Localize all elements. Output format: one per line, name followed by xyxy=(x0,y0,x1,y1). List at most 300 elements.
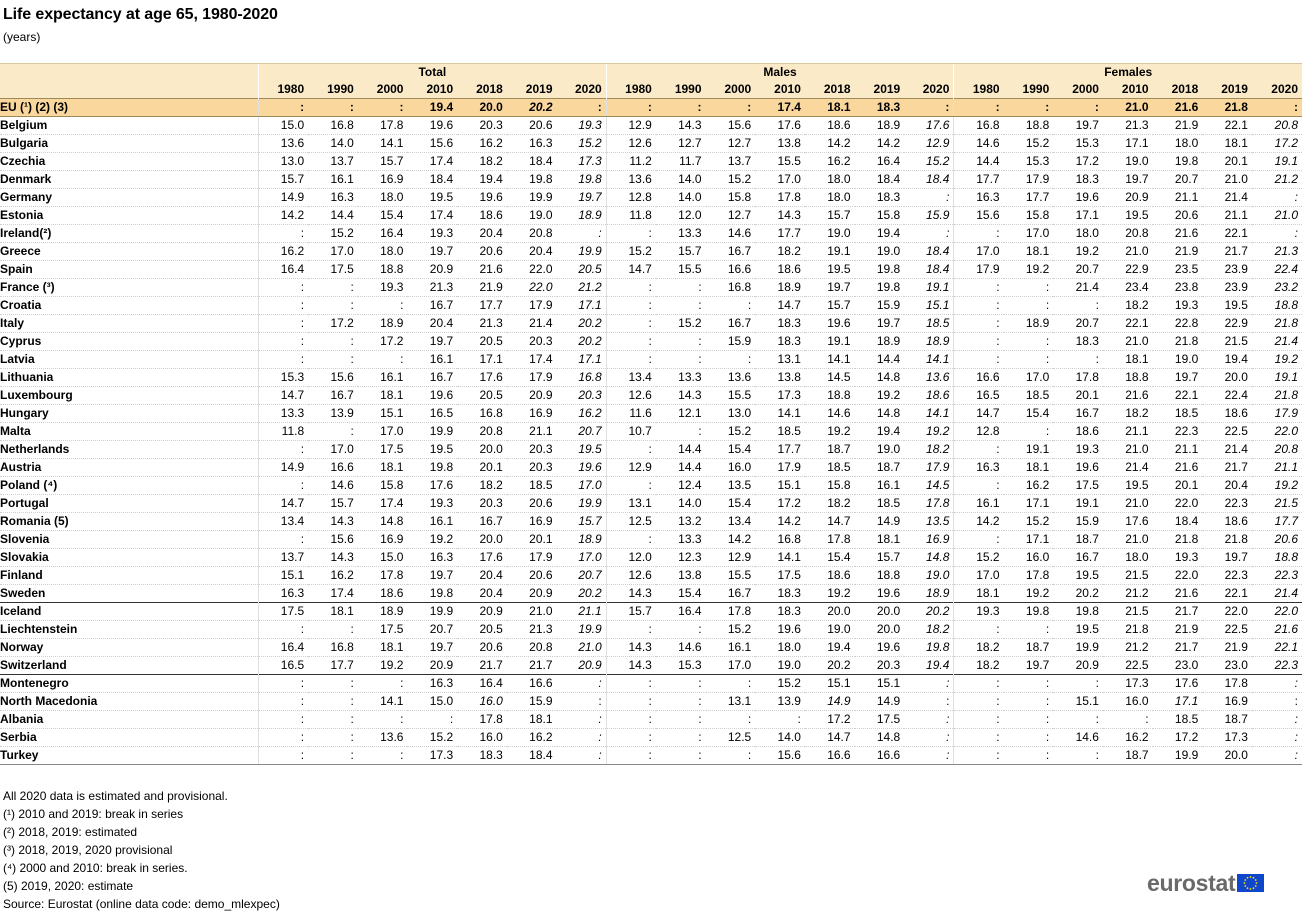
value-cell: 19.0 xyxy=(805,225,855,243)
footnotes xyxy=(3,787,280,913)
value-cell: 18.9 xyxy=(557,531,607,549)
country-name: Lithuania xyxy=(0,369,258,387)
value-cell: 20.5 xyxy=(457,621,507,639)
value-cell: : xyxy=(606,441,656,459)
value-cell: 14.0 xyxy=(656,189,706,207)
table-row xyxy=(0,135,1302,153)
value-cell: 16.9 xyxy=(358,171,408,189)
value-cell: 20.8 xyxy=(1252,117,1302,135)
value-cell: 14.1 xyxy=(904,351,954,369)
value-cell: 13.5 xyxy=(904,513,954,531)
value-cell: : xyxy=(954,531,1004,549)
value-cell: 16.7 xyxy=(407,369,457,387)
country-name: Albania xyxy=(0,711,258,729)
value-cell: 17.9 xyxy=(954,261,1004,279)
value-cell: 16.3 xyxy=(407,675,457,693)
value-cell: 19.7 xyxy=(1053,117,1103,135)
value-cell: 21.1 xyxy=(1153,189,1203,207)
footnote-line: (²) 2018, 2019: estimated xyxy=(3,825,138,839)
value-cell: : xyxy=(258,225,308,243)
value-cell: 21.0 xyxy=(1103,99,1153,117)
value-cell: 14.9 xyxy=(855,693,905,711)
value-cell: 17.2 xyxy=(308,315,358,333)
value-cell: 20.0 xyxy=(457,531,507,549)
country-name: Liechtenstein xyxy=(0,621,258,639)
value-cell: 17.4 xyxy=(407,207,457,225)
year-header: 2010 xyxy=(1103,81,1153,99)
value-cell: 20.8 xyxy=(507,225,557,243)
value-cell: 20.9 xyxy=(407,657,457,675)
value-cell: 15.8 xyxy=(805,477,855,495)
value-cell: 17.4 xyxy=(358,495,408,513)
table-row xyxy=(0,639,1302,657)
value-cell: 13.1 xyxy=(755,351,805,369)
value-cell: 16.9 xyxy=(507,405,557,423)
value-cell: 18.0 xyxy=(1103,549,1153,567)
value-cell: 18.9 xyxy=(855,333,905,351)
value-cell: 17.0 xyxy=(1004,369,1054,387)
value-cell: 14.2 xyxy=(805,135,855,153)
group-header-row xyxy=(0,64,1302,82)
value-cell: 14.0 xyxy=(308,135,358,153)
value-cell: 11.8 xyxy=(606,207,656,225)
value-cell: 19.0 xyxy=(507,207,557,225)
value-cell: 16.7 xyxy=(457,513,507,531)
year-header: 2020 xyxy=(557,81,607,99)
value-cell: 15.2 xyxy=(407,729,457,747)
value-cell: 17.0 xyxy=(557,477,607,495)
value-cell: 18.3 xyxy=(1053,171,1103,189)
value-cell: : xyxy=(308,297,358,315)
value-cell: 13.4 xyxy=(706,513,756,531)
value-cell: : xyxy=(1004,675,1054,693)
value-cell: 20.2 xyxy=(507,99,557,117)
value-cell: 18.9 xyxy=(557,207,607,225)
value-cell: 18.2 xyxy=(457,153,507,171)
value-cell: 18.1 xyxy=(507,711,557,729)
value-cell: 22.3 xyxy=(1252,657,1302,675)
value-cell: 19.9 xyxy=(407,423,457,441)
value-cell: 22.0 xyxy=(1252,603,1302,621)
country-name: Belgium xyxy=(0,117,258,135)
value-cell: 19.7 xyxy=(1004,657,1054,675)
value-cell: 15.2 xyxy=(904,153,954,171)
value-cell: 15.8 xyxy=(1004,207,1054,225)
value-cell: 21.5 xyxy=(1103,567,1153,585)
country-name: Luxembourg xyxy=(0,387,258,405)
value-cell: 18.8 xyxy=(805,387,855,405)
value-cell: 20.0 xyxy=(855,603,905,621)
value-cell: 18.1 xyxy=(358,387,408,405)
value-cell: : xyxy=(606,693,656,711)
value-cell: : xyxy=(606,315,656,333)
value-cell: 21.0 xyxy=(1202,171,1252,189)
value-cell: 18.5 xyxy=(1004,387,1054,405)
footnote-line: (¹) 2010 and 2019: break in series xyxy=(3,807,184,821)
value-cell: 14.1 xyxy=(358,693,408,711)
value-cell: 19.4 xyxy=(855,423,905,441)
value-cell: 21.9 xyxy=(1153,621,1203,639)
value-cell: 18.1 xyxy=(358,459,408,477)
flag-star xyxy=(1247,887,1249,889)
value-cell: 19.5 xyxy=(1103,477,1153,495)
country-name: Malta xyxy=(0,423,258,441)
table-row xyxy=(0,243,1302,261)
country-name: Denmark xyxy=(0,171,258,189)
value-cell: : xyxy=(656,675,706,693)
value-cell: 22.3 xyxy=(1202,495,1252,513)
value-cell: 18.1 xyxy=(805,99,855,117)
value-cell: 16.9 xyxy=(507,513,557,531)
country-name: Finland xyxy=(0,567,258,585)
value-cell: 14.6 xyxy=(1053,729,1103,747)
value-cell: 13.4 xyxy=(258,513,308,531)
value-cell: : xyxy=(1004,423,1054,441)
value-cell: 18.4 xyxy=(507,153,557,171)
value-cell: 12.0 xyxy=(656,207,706,225)
value-cell: 14.4 xyxy=(855,351,905,369)
value-cell: 19.4 xyxy=(904,657,954,675)
value-cell: 15.4 xyxy=(1004,405,1054,423)
value-cell: : xyxy=(904,225,954,243)
value-cell: 18.8 xyxy=(358,261,408,279)
value-cell: 22.1 xyxy=(1202,225,1252,243)
value-cell: 17.7 xyxy=(755,225,805,243)
value-cell: 16.5 xyxy=(954,387,1004,405)
value-cell: 19.9 xyxy=(507,189,557,207)
value-cell: : xyxy=(258,621,308,639)
value-cell: 14.6 xyxy=(706,225,756,243)
value-cell: 18.4 xyxy=(407,171,457,189)
value-cell: 17.9 xyxy=(904,459,954,477)
value-cell: 17.6 xyxy=(457,549,507,567)
value-cell: 21.1 xyxy=(557,603,607,621)
value-cell: 19.1 xyxy=(805,243,855,261)
value-cell: : xyxy=(258,333,308,351)
value-cell: 21.6 xyxy=(457,261,507,279)
value-cell: 16.4 xyxy=(855,153,905,171)
value-cell: : xyxy=(706,99,756,117)
value-cell: 21.8 xyxy=(1202,531,1252,549)
value-cell: : xyxy=(1004,99,1054,117)
value-cell: 20.3 xyxy=(507,441,557,459)
value-cell: 18.1 xyxy=(1103,351,1153,369)
value-cell: 20.6 xyxy=(1252,531,1302,549)
value-cell: : xyxy=(1103,711,1153,729)
value-cell: 15.2 xyxy=(557,135,607,153)
value-cell: 20.6 xyxy=(1153,207,1203,225)
value-cell: 18.0 xyxy=(1053,225,1103,243)
value-cell: 14.3 xyxy=(308,549,358,567)
value-cell: 15.7 xyxy=(308,495,358,513)
value-cell: 19.1 xyxy=(1053,495,1103,513)
value-cell: 18.1 xyxy=(1004,459,1054,477)
value-cell: 21.6 xyxy=(1252,621,1302,639)
value-cell: 20.3 xyxy=(457,495,507,513)
value-cell: 22.1 xyxy=(1252,639,1302,657)
value-cell: 19.9 xyxy=(1153,747,1203,765)
value-cell: 20.9 xyxy=(557,657,607,675)
value-cell: 18.9 xyxy=(1004,315,1054,333)
value-cell: 15.6 xyxy=(308,531,358,549)
value-cell: : xyxy=(258,351,308,369)
flag-star xyxy=(1253,877,1255,879)
value-cell: 18.4 xyxy=(904,261,954,279)
value-cell: 11.2 xyxy=(606,153,656,171)
table-row xyxy=(0,513,1302,531)
country-name: Spain xyxy=(0,261,258,279)
value-cell: 15.3 xyxy=(1053,135,1103,153)
value-cell: 15.0 xyxy=(358,549,408,567)
value-cell: 17.5 xyxy=(855,711,905,729)
value-cell: 17.6 xyxy=(1103,513,1153,531)
value-cell: 21.5 xyxy=(1202,333,1252,351)
value-cell: : xyxy=(258,441,308,459)
value-cell: : xyxy=(954,711,1004,729)
value-cell: 21.7 xyxy=(1202,243,1252,261)
value-cell: 17.1 xyxy=(1153,693,1203,711)
value-cell: 20.8 xyxy=(1252,441,1302,459)
value-cell: 20.1 xyxy=(1153,477,1203,495)
table-row xyxy=(0,477,1302,495)
value-cell: 21.7 xyxy=(1153,639,1203,657)
value-cell: 15.8 xyxy=(358,477,408,495)
value-cell: 15.2 xyxy=(706,423,756,441)
value-cell: 18.6 xyxy=(904,387,954,405)
value-cell: 19.0 xyxy=(855,441,905,459)
value-cell: 18.2 xyxy=(1103,297,1153,315)
value-cell: 20.0 xyxy=(457,99,507,117)
value-cell: : xyxy=(606,351,656,369)
footnote-line: (⁴) 2000 and 2010: break in series. xyxy=(3,861,188,875)
value-cell: 15.3 xyxy=(656,657,706,675)
value-cell: 19.6 xyxy=(457,189,507,207)
country-name: Montenegro xyxy=(0,675,258,693)
value-cell: 17.9 xyxy=(507,549,557,567)
value-cell: 22.5 xyxy=(1103,657,1153,675)
table-row xyxy=(0,585,1302,603)
value-cell: 21.2 xyxy=(557,279,607,297)
value-cell: 17.0 xyxy=(308,243,358,261)
value-cell: : xyxy=(1053,675,1103,693)
value-cell: 12.9 xyxy=(706,549,756,567)
value-cell: : xyxy=(1004,711,1054,729)
value-cell: 17.0 xyxy=(358,423,408,441)
value-cell: 18.0 xyxy=(805,171,855,189)
country-name: Croatia xyxy=(0,297,258,315)
value-cell: 22.3 xyxy=(1202,567,1252,585)
year-header: 1980 xyxy=(258,81,308,99)
value-cell: 23.2 xyxy=(1252,279,1302,297)
value-cell: 18.7 xyxy=(1053,531,1103,549)
value-cell: 10.7 xyxy=(606,423,656,441)
value-cell: : xyxy=(656,279,706,297)
country-name: Slovenia xyxy=(0,531,258,549)
value-cell: : xyxy=(904,693,954,711)
footnote-line: (³) 2018, 2019, 2020 provisional xyxy=(3,843,173,857)
value-cell: 21.9 xyxy=(457,279,507,297)
year-header: 1990 xyxy=(656,81,706,99)
value-cell: 12.8 xyxy=(954,423,1004,441)
table-row xyxy=(0,171,1302,189)
value-cell: 14.6 xyxy=(805,405,855,423)
value-cell: 15.7 xyxy=(805,297,855,315)
country-name: Austria xyxy=(0,459,258,477)
value-cell: 19.5 xyxy=(407,189,457,207)
value-cell: 19.6 xyxy=(755,621,805,639)
table-row xyxy=(0,351,1302,369)
value-cell: 21.3 xyxy=(1103,117,1153,135)
value-cell: 15.4 xyxy=(706,495,756,513)
value-cell: 16.8 xyxy=(308,639,358,657)
table-row xyxy=(0,567,1302,585)
value-cell: 19.9 xyxy=(1053,639,1103,657)
value-cell: 20.3 xyxy=(507,459,557,477)
value-cell: 14.8 xyxy=(855,369,905,387)
country-name: Germany xyxy=(0,189,258,207)
value-cell: 21.0 xyxy=(1252,207,1302,225)
value-cell: 19.8 xyxy=(407,459,457,477)
country-name: Cyprus xyxy=(0,333,258,351)
value-cell: : xyxy=(954,477,1004,495)
value-cell: 18.4 xyxy=(1153,513,1203,531)
value-cell: 13.4 xyxy=(606,369,656,387)
value-cell: 19.3 xyxy=(407,225,457,243)
value-cell: 17.8 xyxy=(706,603,756,621)
value-cell: 16.9 xyxy=(1202,693,1252,711)
value-cell: 18.0 xyxy=(1153,135,1203,153)
value-cell: 18.2 xyxy=(954,657,1004,675)
value-cell: 14.9 xyxy=(805,693,855,711)
value-cell: 18.7 xyxy=(855,459,905,477)
value-cell: 18.8 xyxy=(855,567,905,585)
value-cell: : xyxy=(1053,99,1103,117)
value-cell: 21.0 xyxy=(1103,243,1153,261)
value-cell: 17.4 xyxy=(407,153,457,171)
value-cell: 19.4 xyxy=(855,225,905,243)
value-cell: : xyxy=(954,351,1004,369)
value-cell: 13.6 xyxy=(706,369,756,387)
table-row xyxy=(0,459,1302,477)
value-cell: 17.2 xyxy=(1053,153,1103,171)
country-name: Turkey xyxy=(0,747,258,765)
value-cell: : xyxy=(1252,225,1302,243)
value-cell: 16.8 xyxy=(308,117,358,135)
value-cell: 16.2 xyxy=(308,567,358,585)
table-row xyxy=(0,117,1302,135)
value-cell: 21.6 xyxy=(1153,585,1203,603)
value-cell: 19.6 xyxy=(1053,189,1103,207)
table-row xyxy=(0,729,1302,747)
value-cell: 15.9 xyxy=(855,297,905,315)
value-cell: 13.5 xyxy=(706,477,756,495)
value-cell: 18.3 xyxy=(755,585,805,603)
value-cell: 16.2 xyxy=(1004,477,1054,495)
value-cell: 14.7 xyxy=(755,297,805,315)
value-cell: 16.7 xyxy=(706,243,756,261)
value-cell: 15.7 xyxy=(855,549,905,567)
eurostat-logo xyxy=(1147,870,1287,896)
value-cell: 22.5 xyxy=(1202,423,1252,441)
value-cell: 22.0 xyxy=(1153,567,1203,585)
value-cell: 18.7 xyxy=(1103,747,1153,765)
value-cell: : xyxy=(1004,747,1054,765)
value-cell: : xyxy=(258,315,308,333)
value-cell: 17.8 xyxy=(904,495,954,513)
value-cell: 18.6 xyxy=(805,117,855,135)
value-cell: 16.6 xyxy=(308,459,358,477)
value-cell: 18.4 xyxy=(904,243,954,261)
value-cell: 15.6 xyxy=(308,369,358,387)
value-cell: 18.5 xyxy=(805,459,855,477)
table-row xyxy=(0,747,1302,765)
value-cell: 20.6 xyxy=(507,567,557,585)
value-cell: 15.5 xyxy=(656,261,706,279)
value-cell: 20.7 xyxy=(1153,171,1203,189)
value-cell: 12.9 xyxy=(904,135,954,153)
value-cell: : xyxy=(557,711,607,729)
country-name: North Macedonia xyxy=(0,693,258,711)
value-cell: 16.5 xyxy=(407,405,457,423)
value-cell: 14.2 xyxy=(954,513,1004,531)
value-cell: : xyxy=(656,99,706,117)
value-cell: 20.3 xyxy=(507,333,557,351)
value-cell: : xyxy=(358,675,408,693)
table-row xyxy=(0,261,1302,279)
value-cell: 20.5 xyxy=(557,261,607,279)
value-cell: 19.1 xyxy=(1252,153,1302,171)
value-cell: 12.7 xyxy=(706,207,756,225)
value-cell: : xyxy=(904,711,954,729)
value-cell: : xyxy=(656,693,706,711)
value-cell: : xyxy=(308,99,358,117)
value-cell: 16.1 xyxy=(855,477,905,495)
value-cell: 19.4 xyxy=(457,171,507,189)
value-cell: 19.3 xyxy=(407,495,457,513)
value-cell: 21.7 xyxy=(457,657,507,675)
value-cell: 18.7 xyxy=(1202,711,1252,729)
value-cell: : xyxy=(606,675,656,693)
value-cell: 13.7 xyxy=(308,153,358,171)
value-cell: : xyxy=(557,693,607,711)
value-cell: 19.3 xyxy=(1153,549,1203,567)
country-name: Norway xyxy=(0,639,258,657)
value-cell: 13.8 xyxy=(656,567,706,585)
table-row xyxy=(0,405,1302,423)
value-cell: 14.2 xyxy=(855,135,905,153)
country-name: Switzerland xyxy=(0,657,258,675)
value-cell: 16.4 xyxy=(258,261,308,279)
value-cell: 19.2 xyxy=(855,387,905,405)
value-cell: : xyxy=(606,333,656,351)
value-cell: 19.3 xyxy=(557,117,607,135)
value-cell: : xyxy=(1004,693,1054,711)
value-cell: : xyxy=(606,279,656,297)
value-cell: : xyxy=(557,99,607,117)
value-cell: 14.2 xyxy=(258,207,308,225)
value-cell: 22.0 xyxy=(1202,603,1252,621)
value-cell: 14.4 xyxy=(308,207,358,225)
value-cell: 14.1 xyxy=(805,351,855,369)
value-cell: 20.0 xyxy=(805,603,855,621)
flag-star xyxy=(1244,882,1246,884)
value-cell: 18.8 xyxy=(1103,369,1153,387)
value-cell: 13.1 xyxy=(606,495,656,513)
value-cell: 14.1 xyxy=(358,135,408,153)
table-row xyxy=(0,387,1302,405)
value-cell: 14.5 xyxy=(904,477,954,495)
value-cell: 15.2 xyxy=(606,243,656,261)
